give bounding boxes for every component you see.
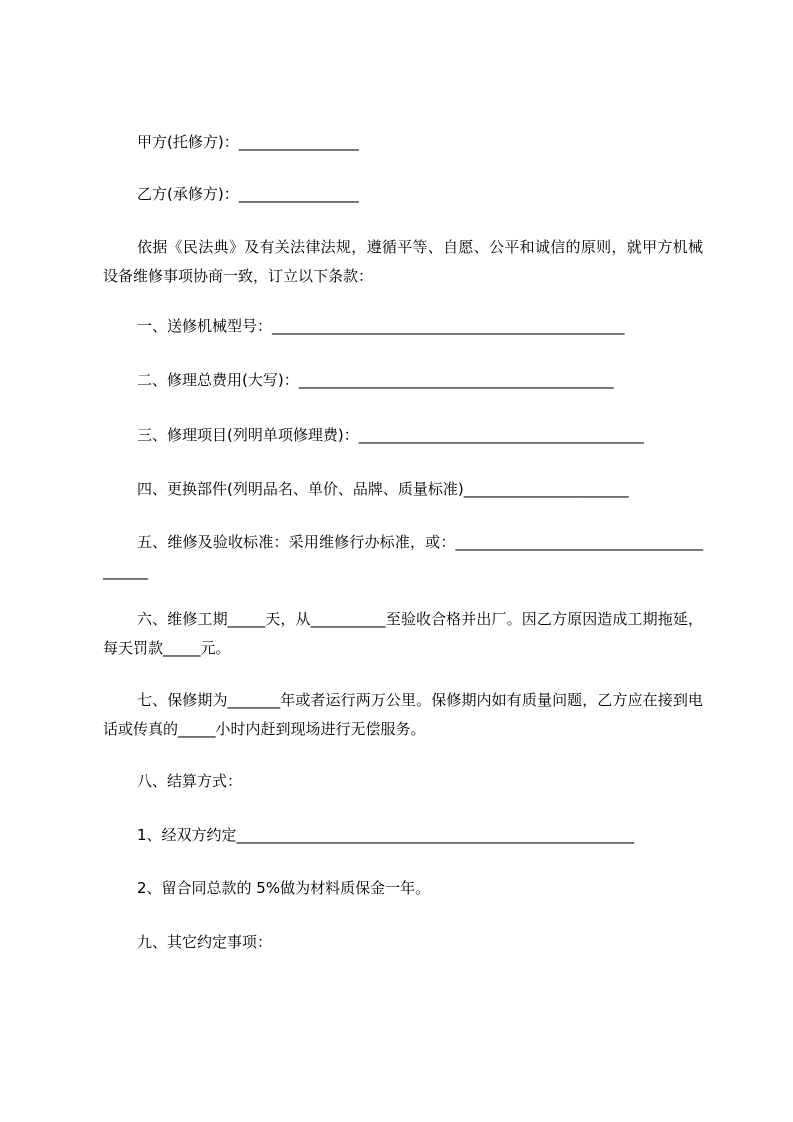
clause-8-settlement-heading: 八、结算方式：	[137, 772, 243, 790]
clause-8-item-1: 1、经双方约定_____________________________________________________	[137, 826, 635, 844]
clause-4-replacement-parts: 四、更换部件(列明品名、单价、品牌、质量标准)______________________	[137, 480, 629, 498]
party-a-line: 甲方(托修方)：________________	[137, 133, 359, 151]
clause-7-warranty-period: 七、保修期为_______年或者运行两万公里。保修期内如有质量问题，乙方应在接到电话或传真的_____小时内赶到现场进行无偿服务。	[103, 691, 703, 738]
party-b-line: 乙方(承修方)：________________	[137, 185, 359, 203]
clause-6-repair-period: 六、维修工期_____天，从__________至验收合格并出厂。因乙方原因造成工期拖延，每天罚款_____元。	[103, 610, 703, 657]
clause-1-machine-model: 一、送修机械型号：_______________________________________________	[137, 317, 625, 335]
clause-8-item-2: 2、留合同总款的 5%做为材料质保金一年。	[137, 879, 431, 897]
clause-9-other-terms: 九、其它约定事项：	[137, 933, 273, 951]
preamble-paragraph: 依据《民法典》及有关法律法规，遵循平等、自愿、公平和诚信的原则，就甲方机械设备维修事项协商一致，订立以下条款：	[103, 238, 703, 285]
clause-2-total-cost: 二、修理总费用(大写)：__________________________________________	[137, 371, 614, 389]
clause-5-acceptance-standard: 五、维修及验收标准：采用维修行办标准，或：_______________________________________	[103, 533, 703, 580]
clause-3-repair-items: 三、修理项目(列明单项修理费)：______________________________________	[137, 426, 644, 444]
